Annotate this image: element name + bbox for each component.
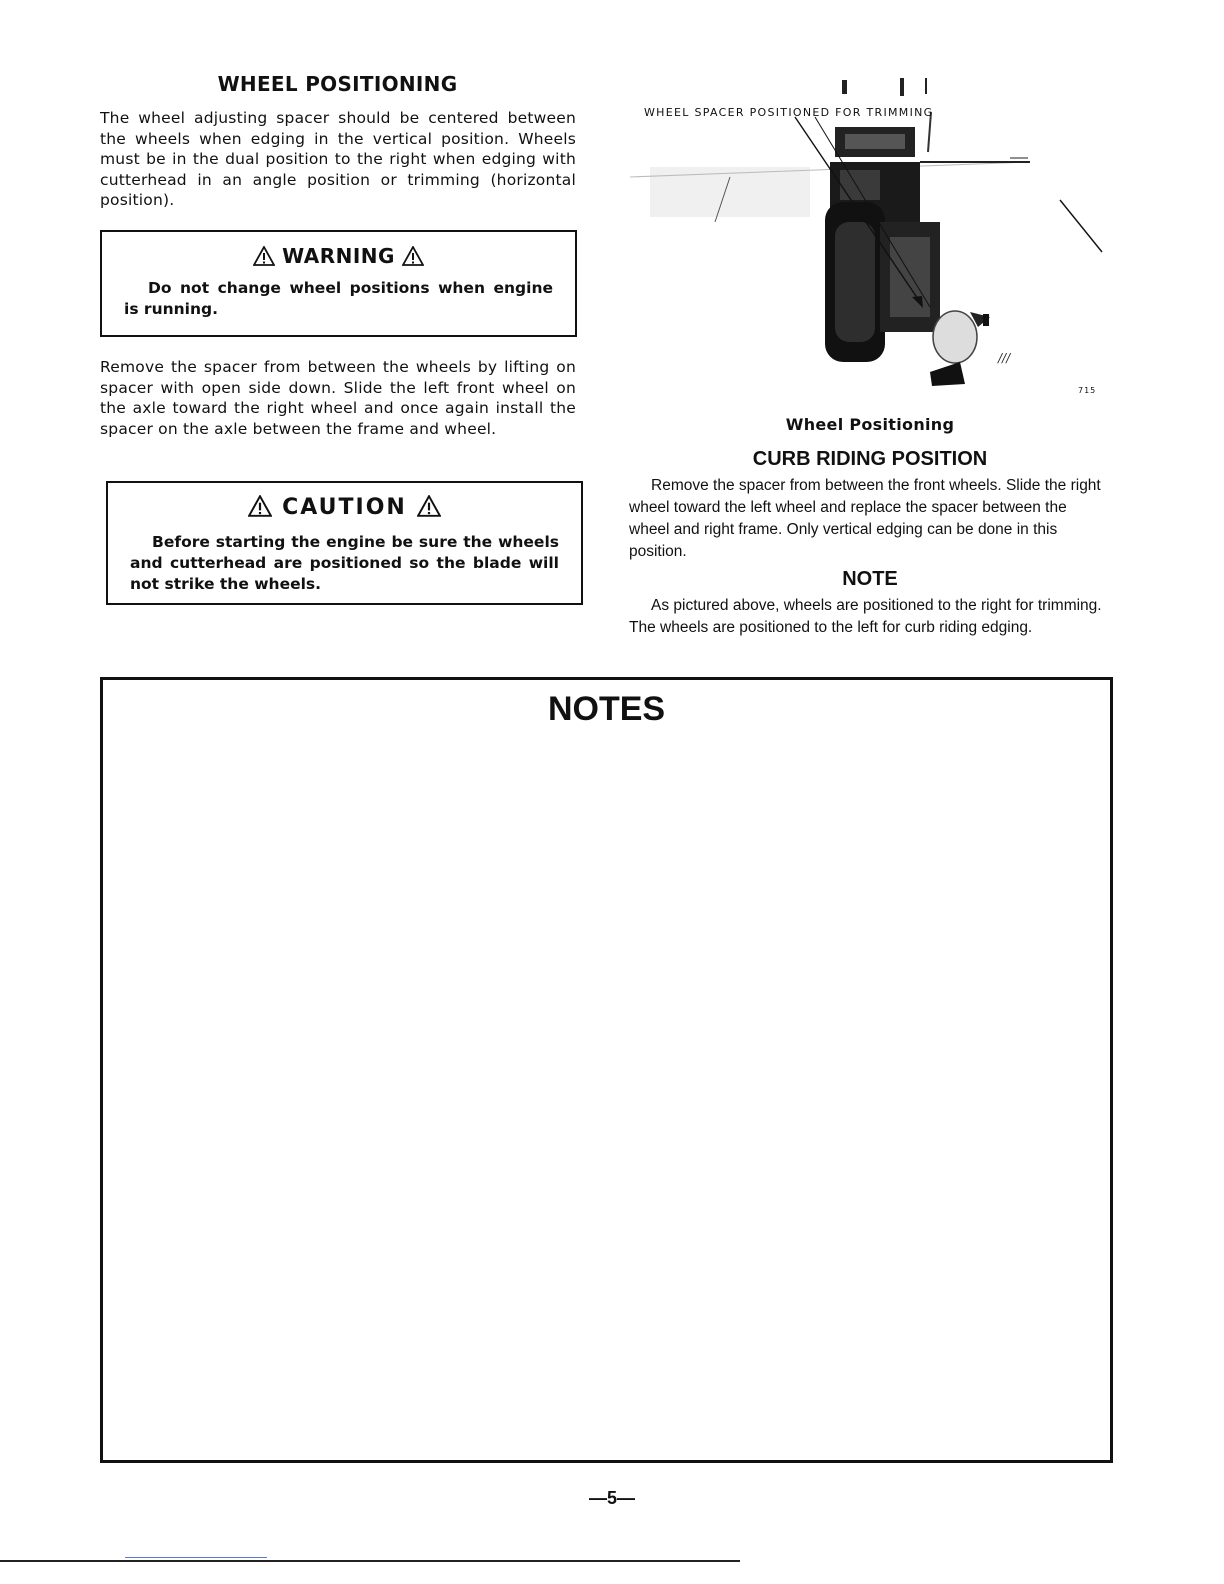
note-heading: NOTE bbox=[842, 568, 898, 590]
warning-title-row bbox=[102, 244, 575, 268]
note-paragraph: As pictured above, wheels are positioned to the right for trimming. The wheels are positioned to the left for curb riding edging. bbox=[629, 597, 1102, 636]
notes-title: NOTES bbox=[547, 690, 666, 728]
svg-text:///: /// bbox=[998, 351, 1011, 365]
caution-title-row bbox=[108, 495, 581, 520]
caution-triangle-icon bbox=[417, 495, 441, 517]
caution-triangle-icon bbox=[248, 495, 272, 517]
page-number: —5— bbox=[588, 1488, 635, 1508]
curb-riding-heading: CURB RIDING POSITION bbox=[752, 448, 988, 470]
photo-caption: Wheel Positioning bbox=[785, 415, 955, 434]
warning-box bbox=[100, 230, 577, 337]
caution-box bbox=[106, 481, 583, 605]
footer-rule bbox=[0, 1560, 740, 1562]
photo-label: WHEEL SPACER POSITIONED FOR TRIMMING bbox=[644, 106, 934, 119]
photo-number: 715 bbox=[1078, 386, 1097, 395]
footer-blue-rule bbox=[125, 1557, 267, 1558]
section-heading-wheel-positioning: WHEEL POSITIONING bbox=[217, 72, 458, 96]
edger-photo-illustration bbox=[630, 72, 1110, 402]
wheel-spacer-photo bbox=[630, 72, 1110, 402]
warning-text: Do not change wheel positions when engine is running. bbox=[124, 279, 553, 318]
caution-title: CAUTION bbox=[282, 495, 407, 520]
warning-title: WARNING bbox=[282, 244, 395, 268]
warning-triangle-icon bbox=[253, 246, 275, 266]
notes-box bbox=[100, 677, 1113, 1463]
intro-paragraph: The wheel adjusting spacer should be centered between the wheels when edging in the vertical position. Wheels must be in the dual position to the right when edging with cutterhead in an angle position or trimming (horizontal position). bbox=[100, 109, 576, 209]
caution-text: Before starting the engine be sure the wheels and cutterhead are positioned so the blade will not strike the wheels. bbox=[130, 533, 559, 593]
curb-riding-paragraph: Remove the spacer from between the front wheels. Slide the right wheel toward the left wheel and replace the spacer between the wheel and right frame. Only vertical edging can be done in this position. bbox=[629, 477, 1101, 560]
remove-spacer-paragraph: Remove the spacer from between the wheels by lifting on spacer with open side down. Slide the left front wheel on the axle toward the right wheel and once again install the spacer on the axle between the frame and wheel. bbox=[100, 358, 576, 438]
warning-triangle-icon bbox=[402, 246, 424, 266]
